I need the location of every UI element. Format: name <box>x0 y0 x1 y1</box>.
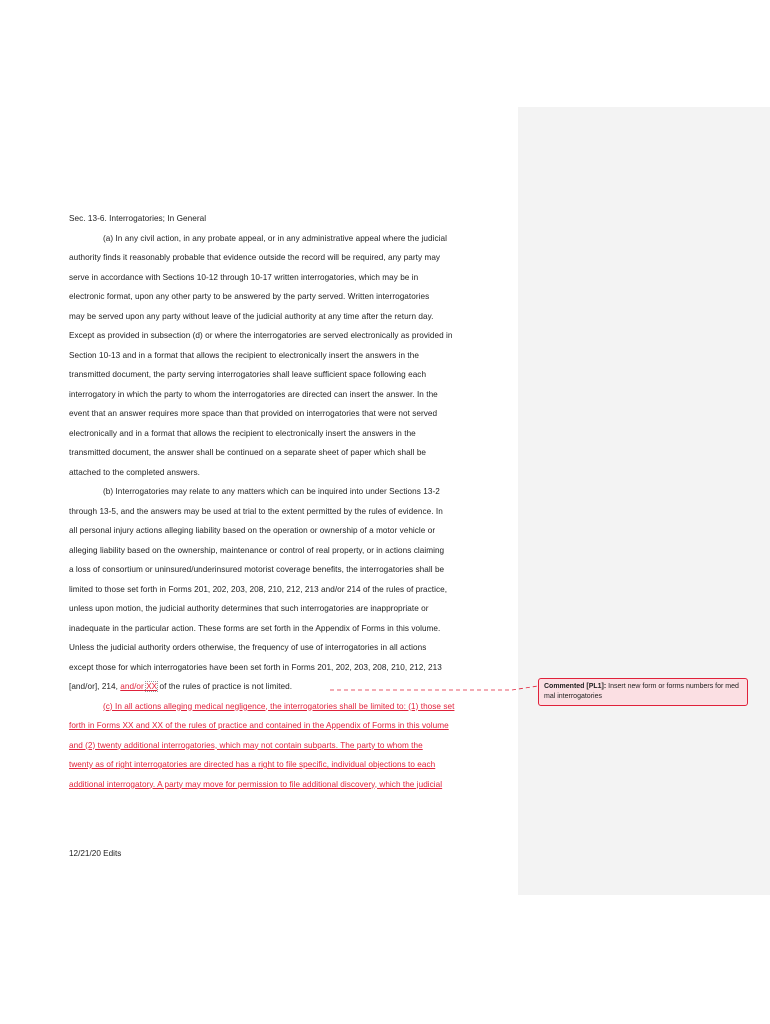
paragraph-line: may be served upon any party without leave of the judicial authority at any time after the return day. <box>69 311 434 321</box>
paragraph-line: serve in accordance with Sections 10-12 through 10-17 written interrogatories, which may be in <box>69 272 419 282</box>
tracked-insertion-line: (c) In all actions alleging medical negligence, the interrogatories shall be limited to: (1) those set <box>103 701 455 711</box>
comment-balloon[interactable] <box>538 678 748 706</box>
paragraph-line: unless upon motion, the judicial authority determines that such interrogatories are inappropriate or <box>69 604 429 613</box>
paragraph-line: attached to the completed answers. <box>69 467 200 477</box>
paragraph-line: electronically and in a format that allows the recipient to electronically insert the answers in the <box>69 428 416 438</box>
section-heading: Sec. 13-6. Interrogatories; In General <box>69 214 207 223</box>
paragraph-line: electronic format, upon any other party to be answered by the party served. Written interrogatories <box>69 292 430 301</box>
tracked-insertion-line: additional interrogatory. A party may move for permission to file additional discovery, which the judicial <box>69 779 443 789</box>
paragraph-line: limited to those set forth in Forms 201, 202, 203, 208, 210, 212, 213 and/or 214 of the rules of practice, <box>69 584 448 594</box>
document-footer: 12/21/20 Edits <box>69 849 122 858</box>
tracked-insertion[interactable]: and/or <box>120 682 144 691</box>
paragraph-line: transmitted document, the party serving interrogatories shall leave sufficient space following each <box>69 370 427 379</box>
paragraph-line: alleging liability based on the ownership, maintenance or control of real property, or in actions claiming <box>69 545 445 555</box>
paragraph-line: a loss of consortium or uninsured/underinsured motorist coverage benefits, the interrogatories shall be <box>69 565 445 574</box>
paragraph-line: inadequate in the particular action. These forms are set forth in the Appendix of Forms in this volume. <box>69 623 441 633</box>
tracked-insertion-line: forth in Forms XX and XX of the rules of practice and contained in the Appendix of Forms in this volume <box>69 721 449 730</box>
paragraph-line: except those for which interrogatories have been set forth in Forms 201, 202, 203, 208, 210, 212, 213 <box>69 662 442 672</box>
paragraph-line: interrogatory in which the party to whom the interrogatories are directed can insert the answer. In the <box>69 389 438 399</box>
paragraph-line: Unless the judicial authority orders otherwise, the frequency of use of interrogatories in all actions <box>69 643 427 652</box>
paragraph-line: event that an answer requires more space than that provided on interrogatories that were not served <box>69 409 438 418</box>
paragraph-line: (a) In any civil action, in any probate appeal, or in any administrative appeal where the judicial <box>103 233 447 243</box>
paragraph-line: all personal injury actions alleging liability based on the operation or ownership of a motor vehicle or <box>69 526 436 535</box>
paragraph-line: Except as provided in subsection (d) or where the interrogatories are served electronically as provided in <box>69 331 453 340</box>
paragraph-line: authority finds it reasonably probable that evidence outside the record will be required, any party may <box>69 253 441 262</box>
commented-text-anchor[interactable]: XX <box>146 682 158 691</box>
comment-text: Insert new form or forms numbers for med mal interrogatories <box>544 683 739 700</box>
text-run: of the rules of practice is not limited. <box>157 682 293 691</box>
paragraph-line: through 13-5, and the answers may be used at trial to the extent permitted by the rules of evidence. In <box>69 506 443 516</box>
paragraph-line: Section 10-13 and in a format that allows the recipient to electronically insert the answers in the <box>69 350 419 360</box>
paragraph-line: transmitted document, the answer shall be continued on a separate sheet of paper which shall be <box>69 448 427 457</box>
text-run: [and/or], 214, <box>69 682 121 691</box>
comment-label: Commented [PL1]: <box>544 683 607 690</box>
tracked-insertion-line: and (2) twenty additional interrogatories, which may not contain subparts. The party to whom the <box>69 740 423 750</box>
tracked-insertion-line: twenty as of right interrogatories are directed has a right to file specific, individual objections to each <box>69 760 436 769</box>
paragraph-line: (b) Interrogatories may relate to any matters which can be inquired into under Sections 13-2 <box>103 487 440 496</box>
